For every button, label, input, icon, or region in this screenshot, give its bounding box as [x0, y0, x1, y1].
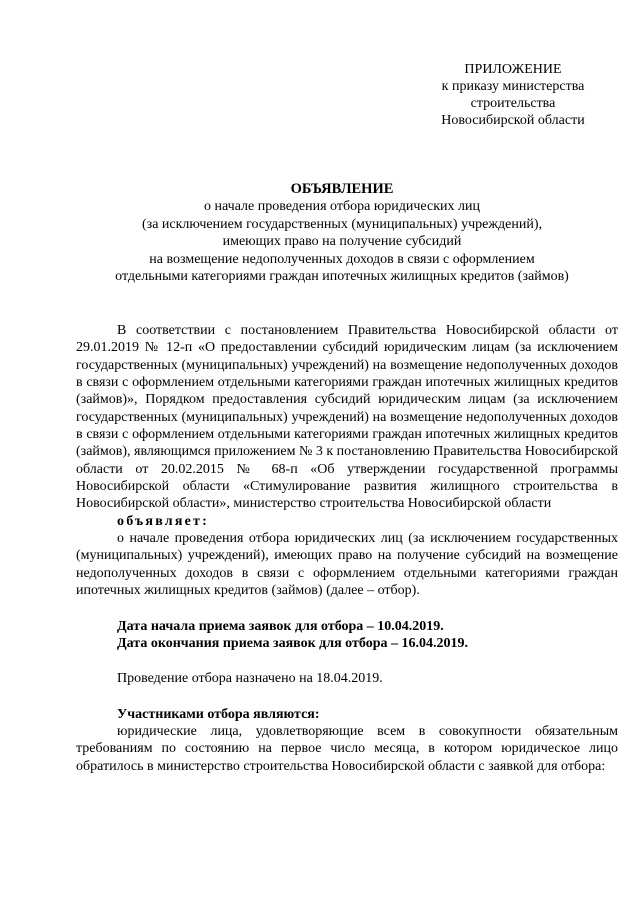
title-line-4: на возмещение недополученных доходов в связи с оформлением — [149, 251, 535, 267]
appendix-line-2: к приказу министерства — [441, 79, 585, 94]
appendix-line-3: строительства — [470, 96, 556, 111]
selection-date: Проведение отбора назначено на 18.04.2019. — [117, 671, 383, 687]
dates-block — [76, 618, 618, 653]
appendix-block — [400, 61, 626, 129]
appendix-line-4: Новосибирской области — [441, 113, 585, 128]
appendix-line-1: ПРИЛОЖЕНИЕ — [464, 62, 562, 77]
participants-heading: Участниками отбора являются: — [117, 706, 320, 722]
document-body — [76, 322, 618, 775]
paragraph-participants: юридические лица, удовлетворяющие всем в совокупности обязательным требованиям по состоянию на первое число месяца, в котором юридическое лицо обратилось в министерство строительства Новосибирской области с заявкой для отбора: — [76, 723, 618, 774]
document-heading: ОБЪЯВЛЕНИЕ — [290, 181, 394, 197]
title-line-1: о начале проведения отбора юридических лиц — [204, 199, 480, 215]
paragraph-announcement: о начале проведения отбора юридических лиц (за исключением государственных (муниципальных) учреждений), имеющих право на получение субсидий на возмещение недополученных доходов в связи с оформлением отдельными категориями граждан ипотечных жилищных кредитов (займов) (далее – отбор). — [76, 531, 618, 599]
title-line-5: отдельными категориями граждан ипотечных жилищных кредитов (займов) — [115, 269, 569, 285]
date-end: Дата окончания приема заявок для отбора – 16.04.2019. — [117, 635, 468, 651]
paragraph-legal-basis: В соответствии с постановлением Правительства Новосибирской области от 29.01.2019 № 12-п «О предоставлении субсидий юридическим лицам (за исключением государственных (муниципальных) учреждений) на возмещение недополученных доходов в связи с оформлением отдельными категориями граждан ипотечных жилищных кредитов (займов)», Порядком предоставления субсидий юридическим лицам (за исключением государственных (муниципальных) учреждений) на возмещение недополученных доходов в связи с оформлением отдельными категориями граждан ипотечных жилищных кредитов (займов), являющимся приложением № 3 к постановлению Правительства Новосибирской области от 20.02.2015 № 68-п «Об утверждении государственной программы Новосибирской области «Стимулирование развития жилищного строительства в Новосибирской области», министерство строительства Новосибирской области — [76, 323, 618, 512]
title-line-2: (за исключением государственных (муниципальных) учреждений), — [142, 216, 542, 232]
title-line-3: имеющих право на получение субсидий — [222, 234, 462, 250]
date-start: Дата начала приема заявок для отбора – 10.04.2019. — [117, 618, 444, 634]
announces-label: объявляет: — [117, 513, 209, 529]
title-block — [68, 181, 616, 285]
